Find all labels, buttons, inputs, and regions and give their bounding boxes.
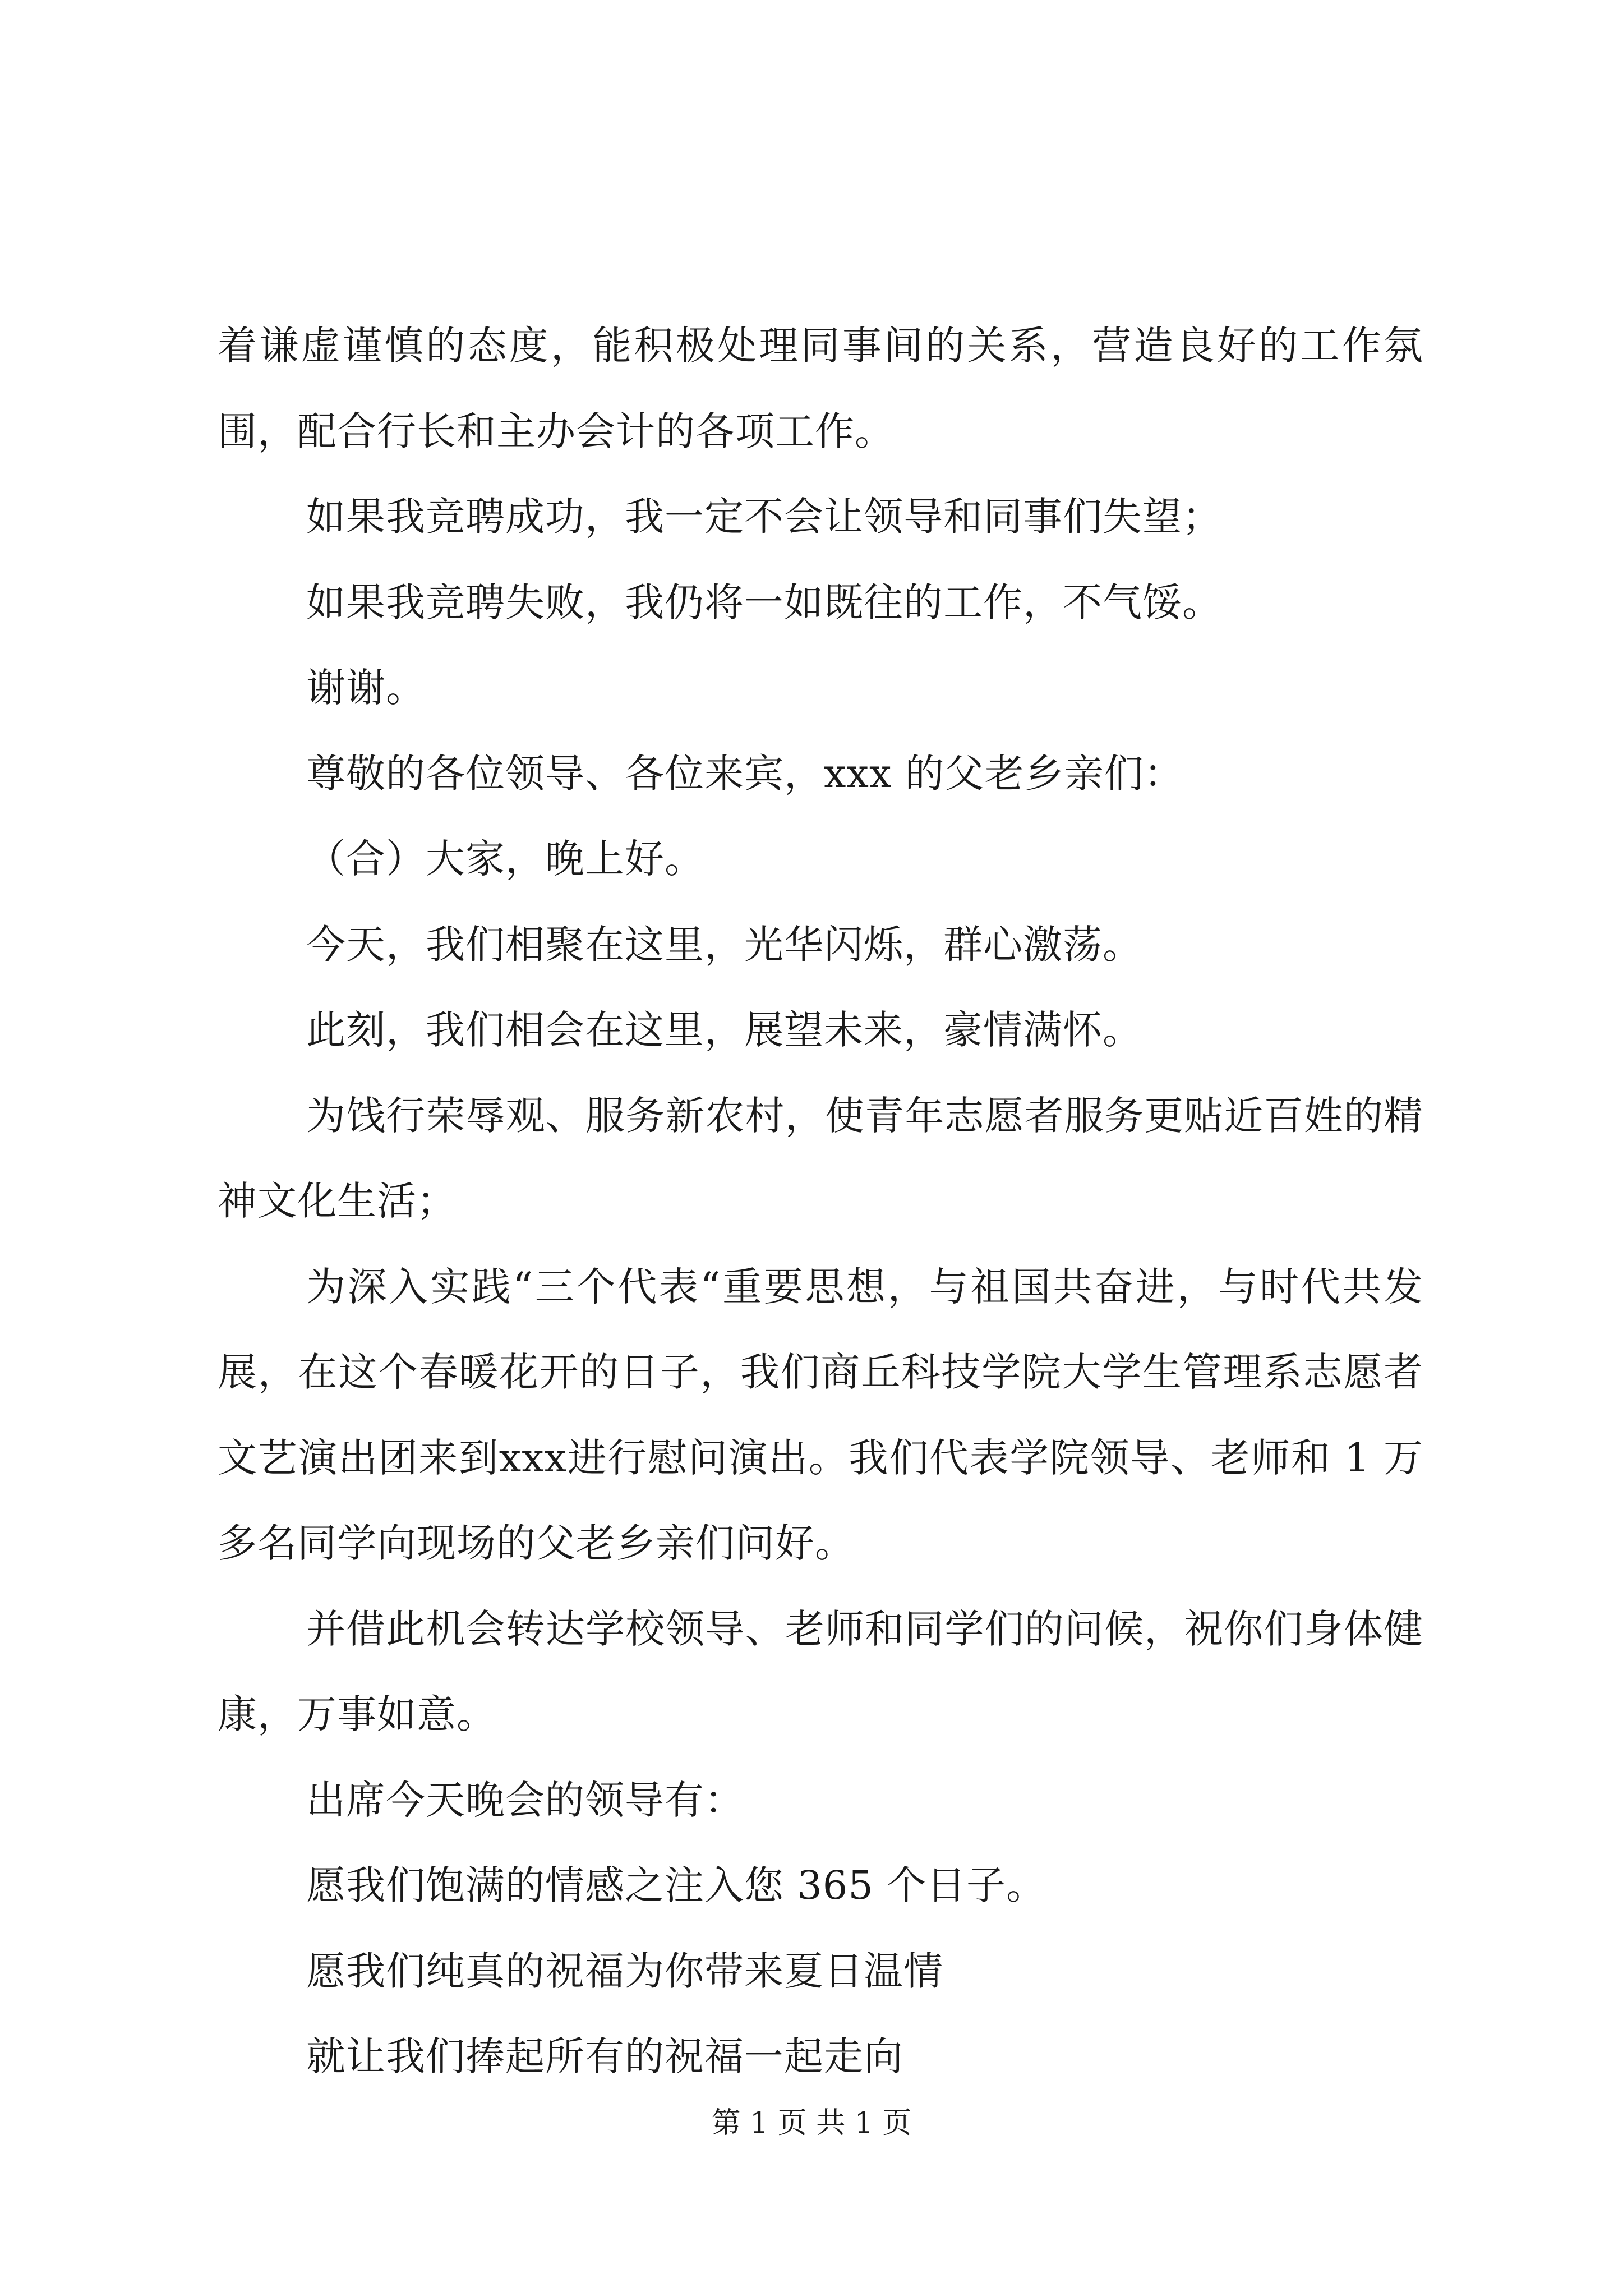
paragraph: 并借此机会转达学校领导、老师和同学们的问候，祝你们身体健康，万事如意。: [218, 1605, 1423, 1737]
paragraph: 今天，我们相聚在这里，光华闪烁，群心激荡。: [306, 921, 1142, 968]
paragraph: 愿我们饱满的情感之注入您 365 个日子。: [306, 1862, 1046, 1908]
document-body: [218, 303, 1423, 2100]
paragraph: 此刻，我们相会在这里，展望未来，豪情满怀。: [306, 1007, 1142, 1053]
paragraph: 为深入实践“三个代表“重要思想，与祖国共奋进，与时代共发展，在这个春暖花开的日子，我们商丘科技学院大学生管理系志愿者文艺演出团来到xxx进行慰问演出。我们代表学院领导、老师和 1 万多名同学向现场的父老乡亲们问好。: [218, 1263, 1423, 1566]
paragraph: 愿我们纯真的祝福为你带来夏日温情: [306, 1948, 943, 1994]
page-footer: [0, 2106, 1623, 2140]
paragraph: 如果我竞聘成功，我一定不会让领导和同事们失望；: [306, 494, 1222, 540]
paragraph: 就让我们捧起所有的祝福一起走向: [306, 2033, 903, 2079]
paragraph: 尊敬的各位领导、各位来宾，xxx 的父老乡亲们：: [306, 750, 1184, 797]
paragraph: 着谦虚谨慎的态度，能积极处理同事间的关系，营造良好的工作氛围，配合行长和主办会计的各项工作。: [218, 323, 1423, 454]
paragraph: 如果我竞聘失败，我仍将一如既往的工作，不气馁。: [306, 579, 1222, 625]
paragraph: 出席今天晚会的领导有：: [306, 1777, 744, 1823]
paragraph: 为饯行荣辱观、服务新农村，使青年志愿者服务更贴近百姓的精神文化生活；: [218, 1092, 1423, 1224]
page-number-label: 第 1 页 共 1 页: [711, 2106, 912, 2140]
paragraph: 谢谢。: [306, 665, 426, 711]
paragraph: （合）大家，晚上好。: [306, 836, 704, 882]
